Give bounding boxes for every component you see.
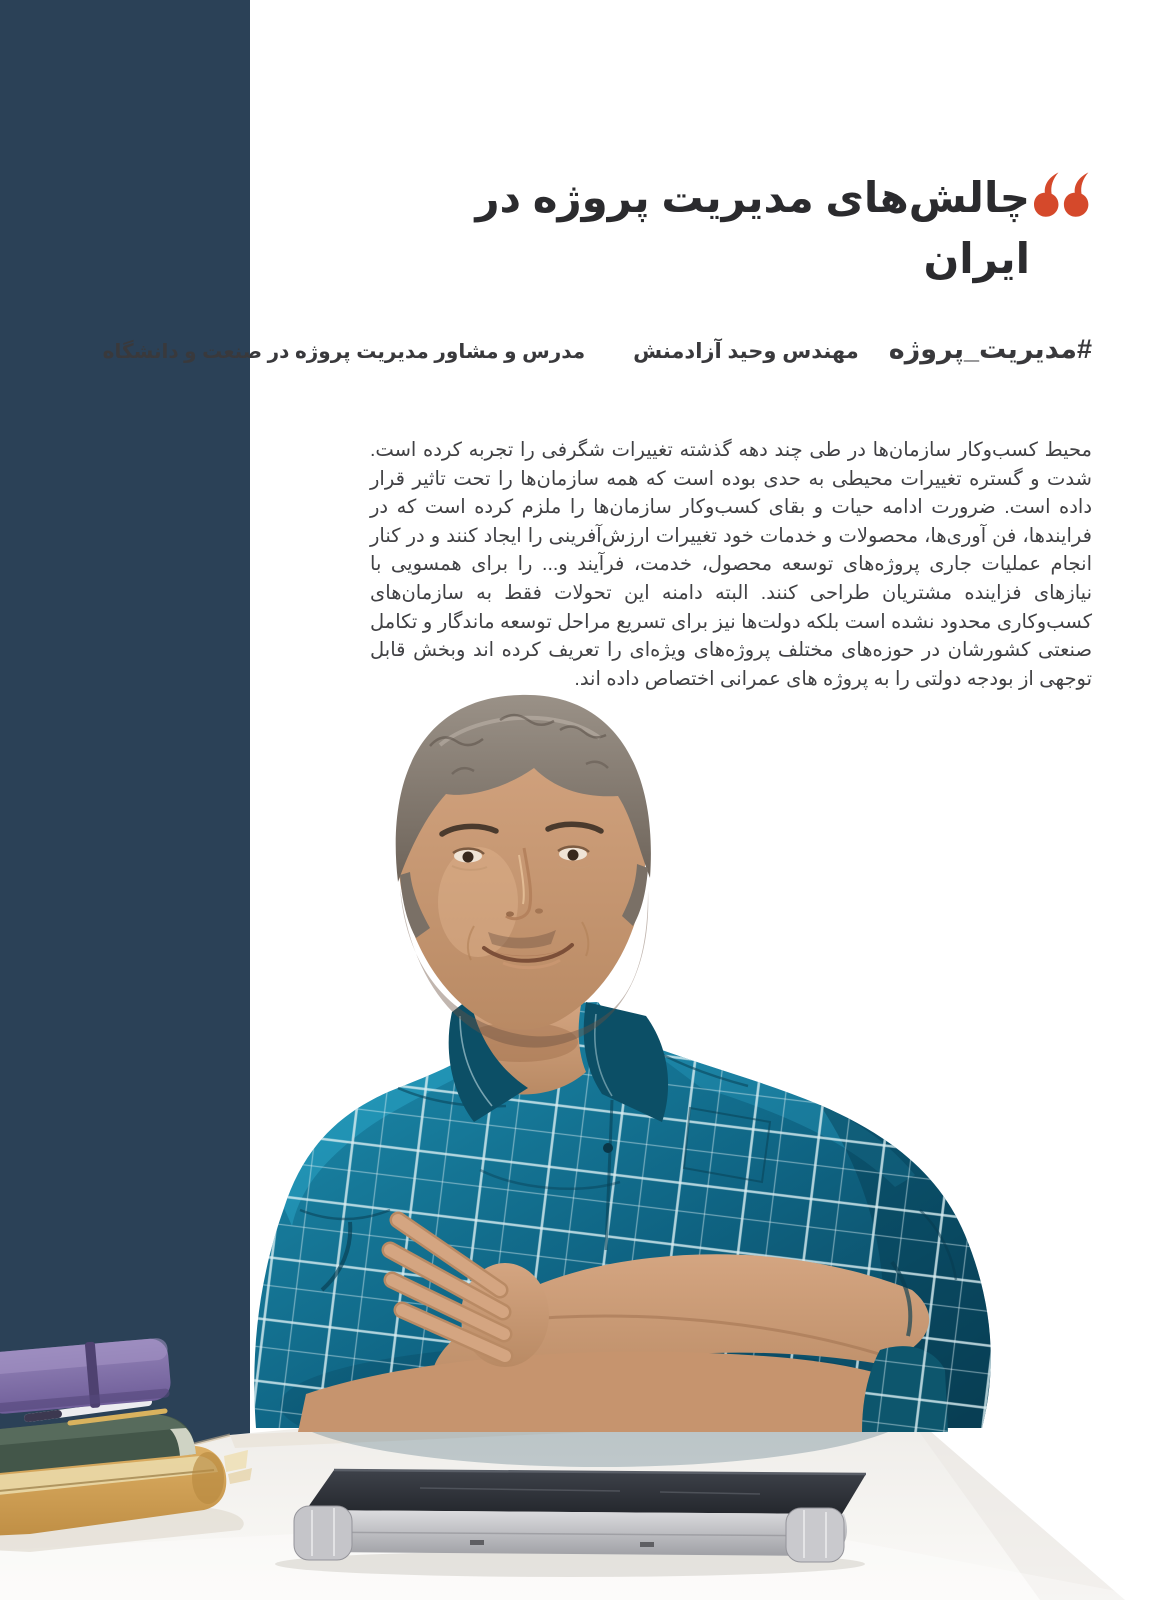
double-quote-icon: [1034, 172, 1092, 223]
article-header: [392, 168, 1092, 290]
author-photo: [0, 650, 1163, 1600]
article-body: محیط کسب‌وکار سازمان‌ها در طی چند دهه گذشته تغییرات شگرفی را تجربه کرده است. شدت و گستره تغییرات محیطی به حدی بوده است که همه سازمان‌ها را تحت تاثیر قرار داده است. ضرورت ادامه حیات و بقای کسب‌وکار سازمان‌ها را ملزم کرده است که در فرایندها، فن آوری‌ها، محصولات و خدمات خود تغییرات ارزش‌آفرینی را ایجاد کنند و در کنار انجام عملیات جاری پروژه‌های توسعه محصول، خدمت، فرآیند و... را برای همسویی با نیازهای فزاینده مشتریان طراحی کنند. البته دامنه این تحولات فقط به سازمان‌های کسب‌وکاری محدود نشده است بلکه دولت‌ها نیز برای تسریع مراحل توسعه ماندگار و تکامل صنعتی کشورشان در حوزه‌های مختلف پروژه‌های ویژه‌ای را تعریف کرده اند وبخش قابل توجهی از بودجه دولتی را به پروژه های عمرانی اختصاص داده اند.: [370, 439, 1092, 690]
author-name: مهندس وحید آزادمنش: [633, 340, 859, 363]
page-title: چالش‌های مدیریت پروژه در ایران: [475, 174, 1030, 282]
laptop: [275, 1470, 866, 1577]
author-role: مدرس و مشاور مدیریت پروژه در صنعت و دانشگاه: [102, 341, 586, 363]
byline: [103, 334, 1092, 365]
face: [396, 695, 651, 1048]
topic-hashtag: #مدیریت_پروژه: [888, 334, 1092, 364]
